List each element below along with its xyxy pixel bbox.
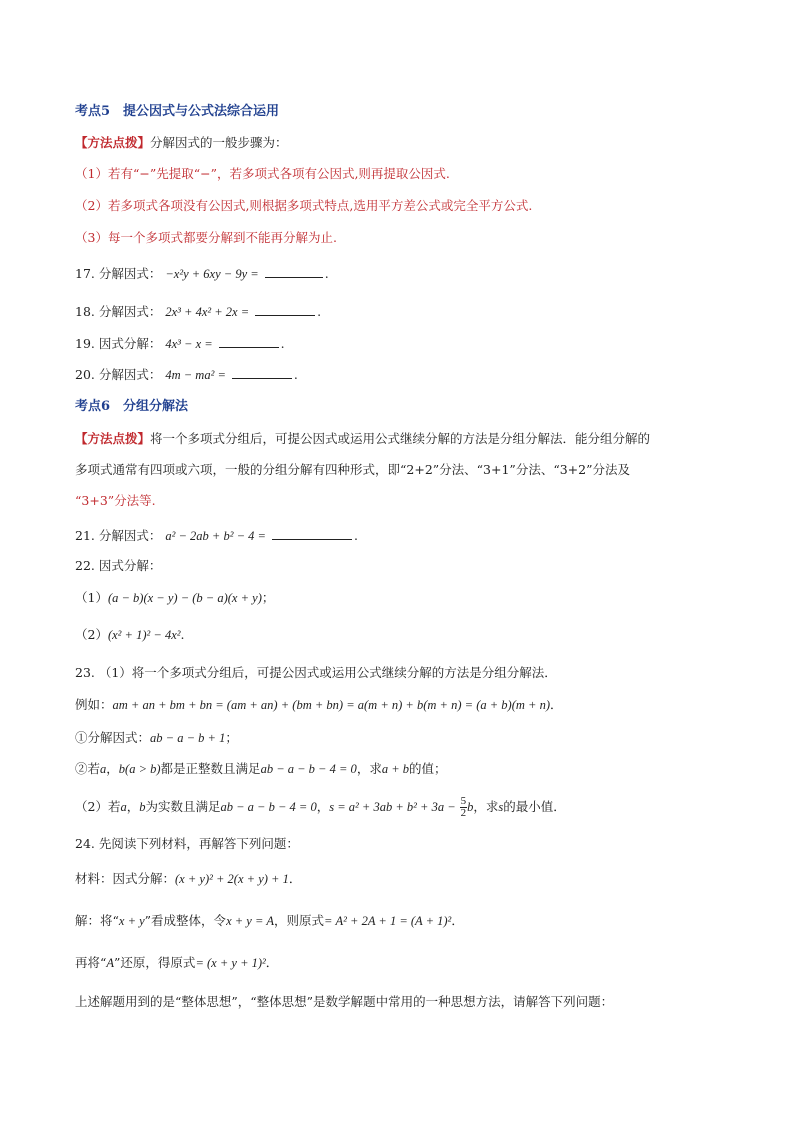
question-20 xyxy=(75,366,298,384)
q20-end: . xyxy=(293,367,298,382)
q22-p2-expr: (x² + 1)² − 4x² xyxy=(107,628,181,642)
q21-expr: a² − 2ab + b² − 4 = xyxy=(165,529,266,543)
tip-text: 将一个多项式分组后，可提公因式或运用公式继续分解的方法是分组分解法．能分组分解的 xyxy=(150,431,651,446)
section-6-title: 考点6 分组分解法 xyxy=(75,399,189,414)
question-23-sub-1 xyxy=(75,729,238,747)
answer-blank[interactable] xyxy=(232,366,292,379)
section-6-tip-line-2: 多项式通常有四项或六项，一般的分组分解有四种形式，即“2+2”分法、“3+1”分法、“3+2”分法及 xyxy=(75,462,630,477)
q22-p2-label: （2） xyxy=(75,627,108,642)
sub2-text3: 的值； xyxy=(409,761,447,776)
q22-p1-end: ； xyxy=(261,590,275,605)
sub1-end: ； xyxy=(225,730,238,745)
example-label: 例如： xyxy=(75,697,113,712)
q22-p1-expr: (a − b)(x − y) − (b − a)(x + y) xyxy=(107,591,262,605)
answer-blank[interactable] xyxy=(272,527,352,540)
tip-label: 【方法点拨】 xyxy=(75,431,151,446)
sub2-text: 都是正整数且满足 xyxy=(160,761,261,776)
restore-A: A xyxy=(106,956,115,970)
question-24-summary: 上述解题用到的是“整体思想”，“整体思想”是数学解题中常用的一种思想方法，请解答下列问题： xyxy=(75,994,614,1009)
fraction-numerator: 5 xyxy=(460,795,467,807)
question-17 xyxy=(75,265,329,283)
p2-text2: ，求 xyxy=(473,799,499,814)
question-24-material xyxy=(75,870,301,888)
solution-expr1: x + y xyxy=(118,914,145,928)
example-expr: am + an + bm + bn = (am + an) + (bm + bn) = a(m + n) + b(m + n) = (a + b)(m + n) xyxy=(112,698,550,712)
q17-end: . xyxy=(324,266,329,281)
q17-expr: −x²y + 6xy − 9y = xyxy=(165,267,259,281)
solution-expr3: = A² + 2A + 1 = (A + 1)² xyxy=(323,914,452,928)
p2-a: a xyxy=(120,800,127,814)
question-21 xyxy=(75,527,358,545)
section-5-tip xyxy=(75,134,288,152)
question-22-part-2 xyxy=(75,626,184,644)
question-18 xyxy=(75,303,321,321)
sub2-mid: ， xyxy=(106,761,119,776)
question-19 xyxy=(75,335,285,353)
answer-blank[interactable] xyxy=(255,303,315,316)
material-expr: (x + y)² + 2(x + y) + 1 xyxy=(175,872,289,886)
p2-mid: ， xyxy=(126,799,140,814)
q20-expr: 4m − ma² = xyxy=(165,368,226,382)
q22-p2-end: . xyxy=(180,627,185,642)
sub1-expr: ab − a − b + 1 xyxy=(150,731,226,745)
section-6-tip xyxy=(75,430,650,448)
solution-expr2: x + y = A xyxy=(226,914,274,928)
q19-prefix: 19. 因式分解： xyxy=(75,336,162,351)
question-23-part-2 xyxy=(75,794,566,820)
tip-text: 分解因式的一般步骤为： xyxy=(150,135,288,150)
p2-s-expr: s = a² + 3ab + b² + 3a − xyxy=(329,800,456,814)
sub2-a: a xyxy=(100,762,107,776)
question-23-example xyxy=(75,696,563,714)
step-1: （1）若有“−”先提取“−”，若多项式各项有公因式,则再提取公因式. xyxy=(75,166,450,181)
q19-expr: 4x³ − x = xyxy=(165,337,213,351)
sub2-text2: ，求 xyxy=(356,761,382,776)
q22-p1-label: （1） xyxy=(75,590,108,605)
question-22-part-1 xyxy=(75,589,274,607)
solution-end: ． xyxy=(451,913,464,928)
q18-prefix: 18. 分解因式： xyxy=(75,304,162,319)
sub1-label: ①分解因式： xyxy=(75,730,151,745)
restore-end: ． xyxy=(265,955,279,970)
solution-text1: ”看成整体，令 xyxy=(144,913,227,928)
step-2: （2）若多项式各项没有公因式,则根据多项式特点,选用平方差公式或完全平方公式. xyxy=(75,198,533,213)
section-5-title: 考点5 提公因式与公式法综合运用 xyxy=(75,104,280,119)
question-22: 22. 因式分解： xyxy=(75,558,162,573)
p2-text3: 的最小值． xyxy=(503,799,566,814)
p2-b: b xyxy=(139,800,146,814)
q20-prefix: 20. 分解因式： xyxy=(75,367,162,382)
answer-blank[interactable] xyxy=(219,335,279,348)
question-24: 24. 先阅读下列材料，再解答下列问题： xyxy=(75,836,299,851)
answer-blank[interactable] xyxy=(265,265,323,278)
q17-prefix: 17. 分解因式： xyxy=(75,266,162,281)
p2-sep: ， xyxy=(316,799,330,814)
step-3: （3）每一个多项式都要分解到不能再分解为止. xyxy=(75,230,337,245)
fraction-denominator: 2 xyxy=(460,807,467,819)
q19-end: . xyxy=(280,336,285,351)
p2-text: 为实数且满足 xyxy=(145,799,221,814)
question-24-solution xyxy=(75,912,464,930)
question-24-restore xyxy=(75,954,278,972)
restore-text: 再将“ xyxy=(75,955,107,970)
p2-b2: b xyxy=(467,800,474,814)
p2-label: （2）若 xyxy=(75,799,121,814)
restore-text2: ”还原，得原式 xyxy=(114,955,196,970)
example-end: ． xyxy=(550,697,563,712)
restore-expr: = (x + y + 1)² xyxy=(195,956,266,970)
q18-end: . xyxy=(317,304,322,319)
material-end: ． xyxy=(288,871,302,886)
p2-expr: ab − a − b − 4 = 0 xyxy=(220,800,317,814)
sub2-expr: ab − a − b − 4 = 0 xyxy=(260,762,357,776)
sub2-b: b(a > b) xyxy=(118,762,161,776)
tip-label: 【方法点拨】 xyxy=(75,135,151,150)
section-6-tip-line-3: “3+3”分法等. xyxy=(75,493,156,508)
q21-end: . xyxy=(353,528,358,543)
solution-label: 解：将“ xyxy=(75,913,119,928)
question-23-sub-2 xyxy=(75,760,447,778)
material-label: 材料：因式分解： xyxy=(75,871,176,886)
q18-expr: 2x³ + 4x² + 2x = xyxy=(165,305,250,319)
sub2-expr2: a + b xyxy=(381,762,410,776)
solution-text2: ，则原式 xyxy=(273,913,324,928)
p2-s2: s xyxy=(498,800,504,814)
question-23: 23. （1）将一个多项式分组后，可提公因式或运用公式继续分解的方法是分组分解法． xyxy=(75,665,557,680)
sub2-label: ②若 xyxy=(75,761,101,776)
q21-prefix: 21. 分解因式： xyxy=(75,528,162,543)
